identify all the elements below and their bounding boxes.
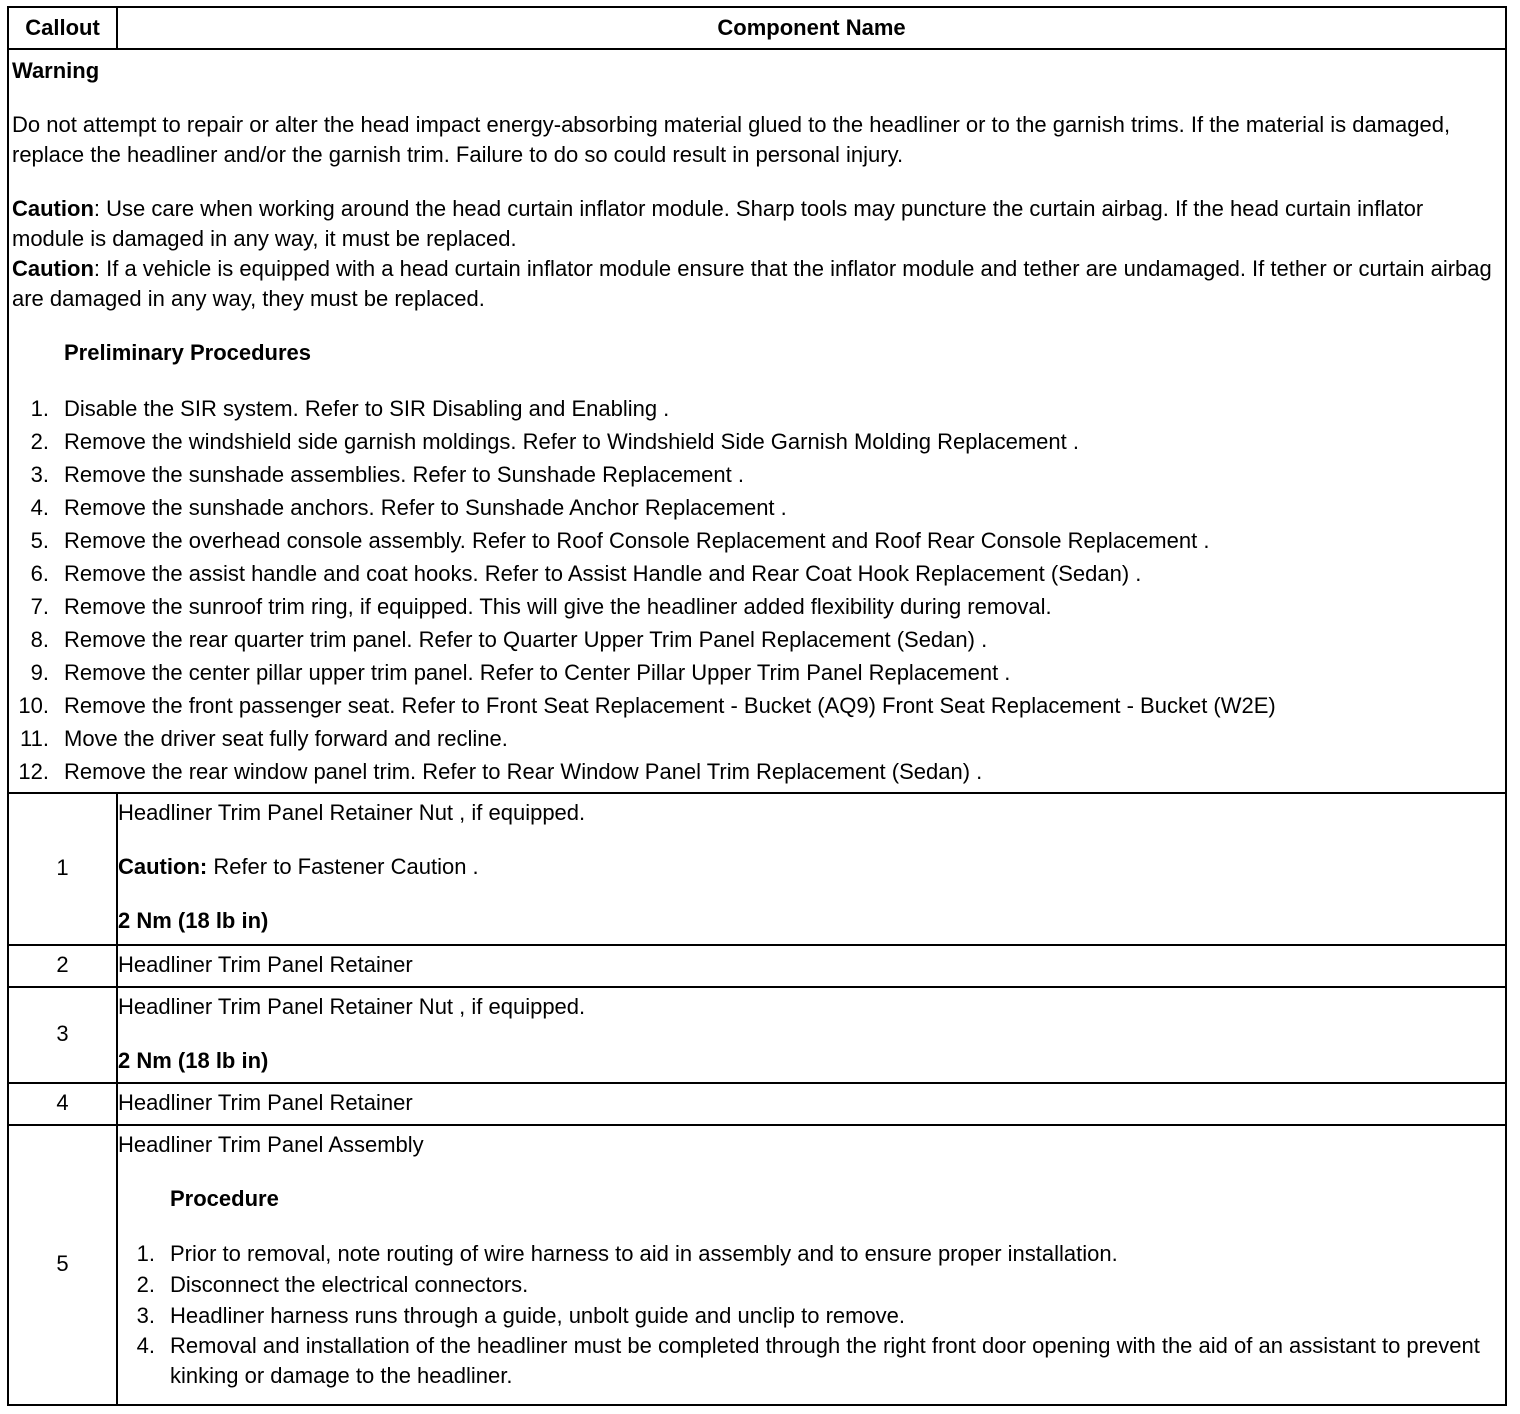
component-name: Headliner Trim Panel Assembly [118,1132,424,1157]
list-item: 7. Remove the sunroof trim ring, if equipped. This will give the headliner added flexibility during removal. [30,594,1052,619]
component-name: Headliner Trim Panel Retainer Nut , if equipped. [118,800,586,825]
component-table [7,6,1507,1406]
component-cell [118,986,1505,1082]
torque-spec: 2 Nm (18 lb in) [118,908,269,933]
torque-spec: 2 Nm (18 lb in) [118,1048,269,1073]
list-item: 1. Disable the SIR system. Refer to SIR Disabling and Enabling . [30,396,670,421]
list-item: 4. Remove the sunshade anchors. Refer to Sunshade Anchor Replacement . [30,495,787,520]
list-item: 3. Remove the sunshade assemblies. Refer to Sunshade Replacement . [30,462,744,487]
fastener-caution [118,852,1495,882]
caution-label: Caution: [118,854,208,879]
caution-1-label: Caution [12,196,94,221]
list-item: 4. Removal and installation of the headliner must be completed through the right front door opening with the aid of an assistant to prevent kinking or damage to the headliner. [136,1333,1480,1388]
caution-2-text: : If a vehicle is equipped with a head curtain inflator module ensure that the inflator module and tether are undamaged. If tether or curtain airbag are damaged in any way, they must be replaced. [12,256,1492,311]
caution-text: Refer to Fastener Caution . [207,854,479,879]
caution-2 [12,254,1495,314]
list-item: 10. Remove the front passenger seat. Refer to Front Seat Replacement - Bucket (AQ9) Front Seat Replacement - Bucket (W2E) [18,693,1276,718]
list-item: 9. Remove the center pillar upper trim panel. Refer to Center Pillar Upper Trim Panel Replacement . [30,660,1011,685]
component-cell [118,1124,1505,1404]
list-item: 2. Disconnect the electrical connectors. [136,1272,529,1297]
caution-2-label: Caution [12,256,94,281]
list-item: 5. Remove the overhead console assembly. Refer to Roof Console Replacement and Roof Rear Console Replacement . [30,528,1210,553]
component-cell [118,1082,1505,1124]
callout-cell: 4 [9,1082,118,1124]
caution-1 [12,194,1495,254]
component-name: Headliner Trim Panel Retainer [118,1090,413,1115]
list-item: 12. Remove the rear window panel trim. Refer to Rear Window Panel Trim Replacement (Sedan) . [18,759,983,784]
list-item: 6. Remove the assist handle and coat hooks. Refer to Assist Handle and Rear Coat Hook Replacement (Sedan) . [30,561,1142,586]
component-name: Headliner Trim Panel Retainer Nut , if equipped. [118,994,586,1019]
warning-title: Warning [12,58,100,83]
warning-text: Do not attempt to repair or alter the head impact energy-absorbing material glued to the headliner or to the garnish trims. If the material is damaged, replace the headliner and/or the garnish trim. Failure to do so could result in personal injury. [12,112,1451,167]
list-item: 2. Remove the windshield side garnish moldings. Refer to Windshield Side Garnish Molding Replacement . [30,429,1079,454]
callout-cell: 3 [9,986,118,1082]
component-cell [118,792,1505,944]
list-item: 3. Headliner harness runs through a guide, unbolt guide and unclip to remove. [136,1303,906,1328]
preliminary-steps [12,392,1495,788]
preliminary-title: Preliminary Procedures [64,340,312,365]
callout-cell: 2 [9,944,118,986]
warning-section [9,50,1505,794]
table-row [9,986,1505,1084]
procedure-title: Procedure [170,1186,279,1211]
table-row [9,1124,1505,1404]
callout-cell: 5 [9,1124,118,1404]
component-name-header: Component Name [717,15,906,40]
procedure-steps [118,1238,1495,1391]
component-cell [118,944,1505,986]
caution-1-text: : Use care when working around the head curtain inflator module. Sharp tools may puncture the curtain airbag. If the head curtain inflator module is damaged in any way, it must be replaced. [12,196,1424,251]
callout-cell: 1 [9,792,118,944]
list-item: 8. Remove the rear quarter trim panel. Refer to Quarter Upper Trim Panel Replacement (Sedan) . [30,627,988,652]
list-item: 11. Move the driver seat fully forward and recline. [20,726,508,751]
component-name: Headliner Trim Panel Retainer [118,952,413,977]
callout-header: Callout [9,8,118,48]
list-item: 1. Prior to removal, note routing of wire harness to aid in assembly and to ensure proper installation. [136,1241,1118,1266]
table-header [9,8,1505,50]
table-row [9,1082,1505,1126]
table-row [9,944,1505,988]
table-row [9,792,1505,946]
